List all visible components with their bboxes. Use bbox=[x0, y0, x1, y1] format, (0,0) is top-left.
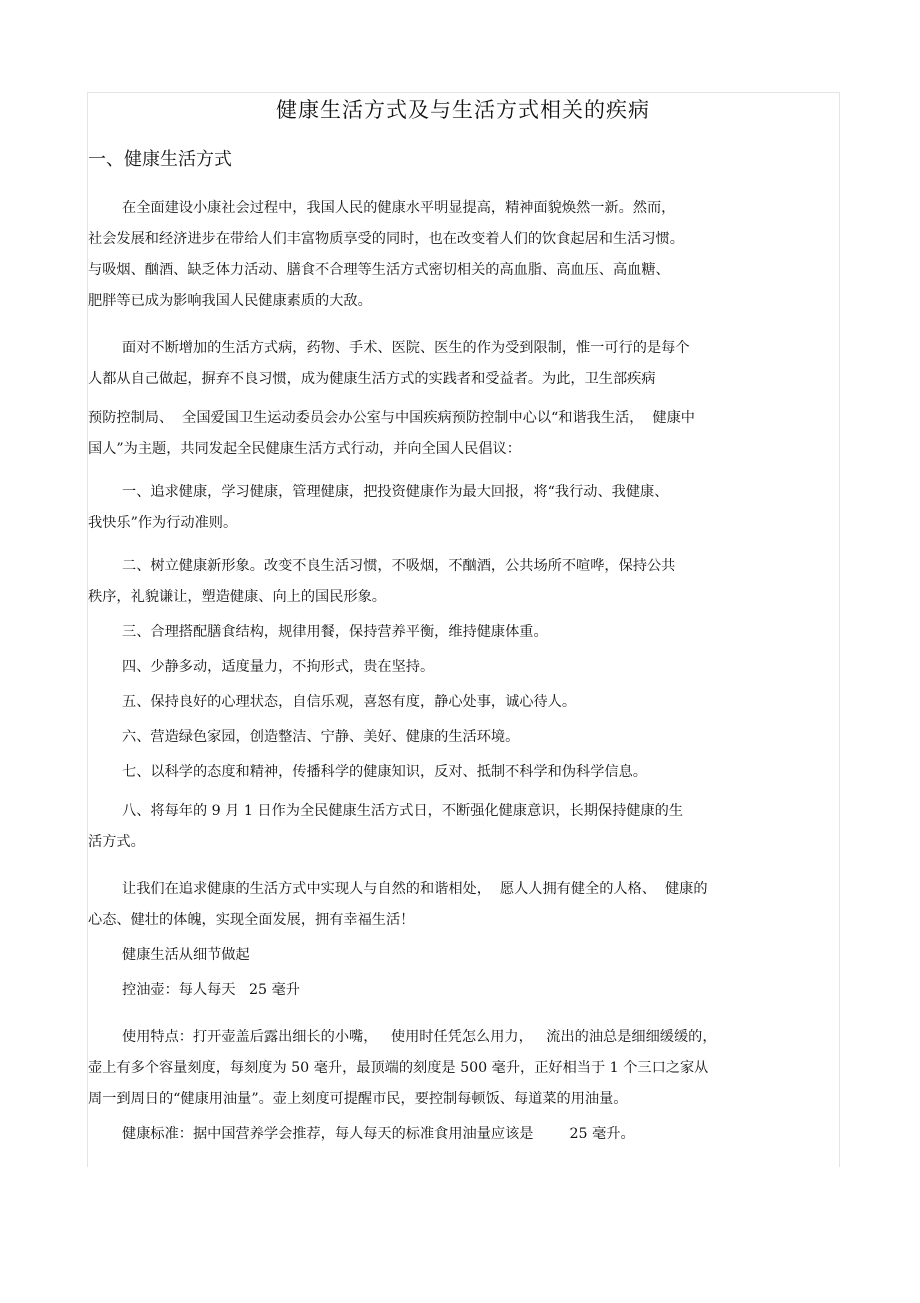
paragraph-line: 活方式。 bbox=[88, 834, 145, 850]
paragraph-line: 我快乐”作为行动准则。 bbox=[88, 515, 238, 531]
paragraph-line: 人都从自己做起，摒弃不良习惯，成为健康生活方式的实践者和受益者。为此，卫生部疾病 bbox=[88, 371, 656, 387]
document-body bbox=[88, 92, 838, 1150]
paragraph-lifestyle-disease bbox=[88, 333, 838, 395]
paragraph-line: 二、树立健康新形象。改变不良生活习惯，不吸烟，不酗酒，公共场所不喧哗，保持公共 bbox=[122, 558, 676, 574]
paragraph-line: 预防控制局、 全国爱国卫生运动委员会办公室与中国疾病预防控制中心以“和谐我生活， 健康中 bbox=[88, 410, 695, 426]
proposal-item-4: 四、少静多动，适度量力，不拘形式，贵在坚持。 bbox=[122, 659, 435, 675]
paragraph-line: 社会发展和经济进步在带给人们丰富物质享受的同时，也在改变着人们的饮食起居和生活习惯。 bbox=[88, 231, 684, 247]
paragraph-intro bbox=[88, 193, 838, 317]
paragraph-line: 秩序，礼貌谦让，塑造健康、向上的国民形象。 bbox=[88, 589, 386, 605]
proposal-item-1 bbox=[88, 477, 838, 539]
paragraph-usage bbox=[88, 1022, 838, 1115]
proposal-item-7: 七、以科学的态度和精神，传播科学的健康知识，反对、抵制不科学和伪科学信息。 bbox=[122, 764, 647, 780]
paragraph-line: 国人”为主题，共同发起全民健康生活方式行动，并向全国人民倡议： bbox=[88, 441, 521, 457]
paragraph-line: 八、将每年的 9 月 1 日作为全民健康生活方式日，不断强化健康意识，长期保持健康的生 bbox=[122, 803, 684, 819]
oil-pot-line: 控油壶：每人每天 25 毫升 bbox=[122, 982, 300, 998]
proposal-item-8 bbox=[88, 796, 838, 858]
paragraph-line: 周一到周日的“健康用油量”。壶上刻度可提醒市民，要控制每顿饭、每道菜的用油量。 bbox=[88, 1091, 628, 1107]
paragraph-line: 肥胖等已成为影响我国人民健康素质的大敌。 bbox=[88, 293, 372, 309]
paragraph-line: 与吸烟、酗酒、缺乏体力活动、膳食不合理等生活方式密切相关的高血脂、高血压、高血糖、 bbox=[88, 262, 670, 278]
subheading-details: 健康生活从细节做起 bbox=[122, 947, 250, 963]
proposal-item-5: 五、保持良好的心理状态，自信乐观，喜怒有度，静心处事，诚心待人。 bbox=[122, 694, 577, 710]
proposal-item-3: 三、合理搭配膳食结构，规律用餐，保持营养平衡，维持健康体重。 bbox=[122, 624, 548, 640]
paragraph-initiative bbox=[88, 403, 838, 465]
paragraph-line: 使用特点：打开壶盖后露出细长的小嘴， 使用时任凭怎么用力， 流出的油总是细细缓缓的， bbox=[122, 1029, 717, 1045]
paragraph-closing bbox=[88, 874, 838, 936]
paragraph-line: 让我们在追求健康的生活方式中实现人与自然的和谐相处， 愿人人拥有健全的人格、 健康的 bbox=[122, 881, 708, 897]
paragraph-line: 一、追求健康，学习健康，管理健康，把投资健康作为最大回报，将“我行动、我健康、 bbox=[122, 484, 669, 500]
paragraph-line: 面对不断增加的生活方式病，药物、手术、医院、医生的作为受到限制，惟一可行的是每个 bbox=[122, 340, 690, 356]
paragraph-standard: 健康标准：据中国营养学会推荐，每人每天的标准食用油量应该是 25 毫升。 bbox=[122, 1126, 635, 1142]
section-heading: 一、健康生活方式 bbox=[88, 149, 232, 170]
proposal-item-2 bbox=[88, 551, 838, 613]
paragraph-line: 在全面建设小康社会过程中，我国人民的健康水平明显提高，精神面貌焕然一新。然而， bbox=[122, 200, 676, 216]
document-title: 健康生活方式及与生活方式相关的疾病 bbox=[276, 98, 650, 122]
proposal-item-6: 六、营造绿色家园，创造整洁、宁静、美好、健康的生活环境。 bbox=[122, 729, 520, 745]
paragraph-line: 壶上有多个容量刻度，每刻度为 50 毫升，最顶端的刻度是 500 毫升，正好相当于 1 个三口之家从 bbox=[88, 1060, 709, 1076]
paragraph-line: 心态、健壮的体魄，实现全面发展，拥有幸福生活！ bbox=[88, 912, 415, 928]
